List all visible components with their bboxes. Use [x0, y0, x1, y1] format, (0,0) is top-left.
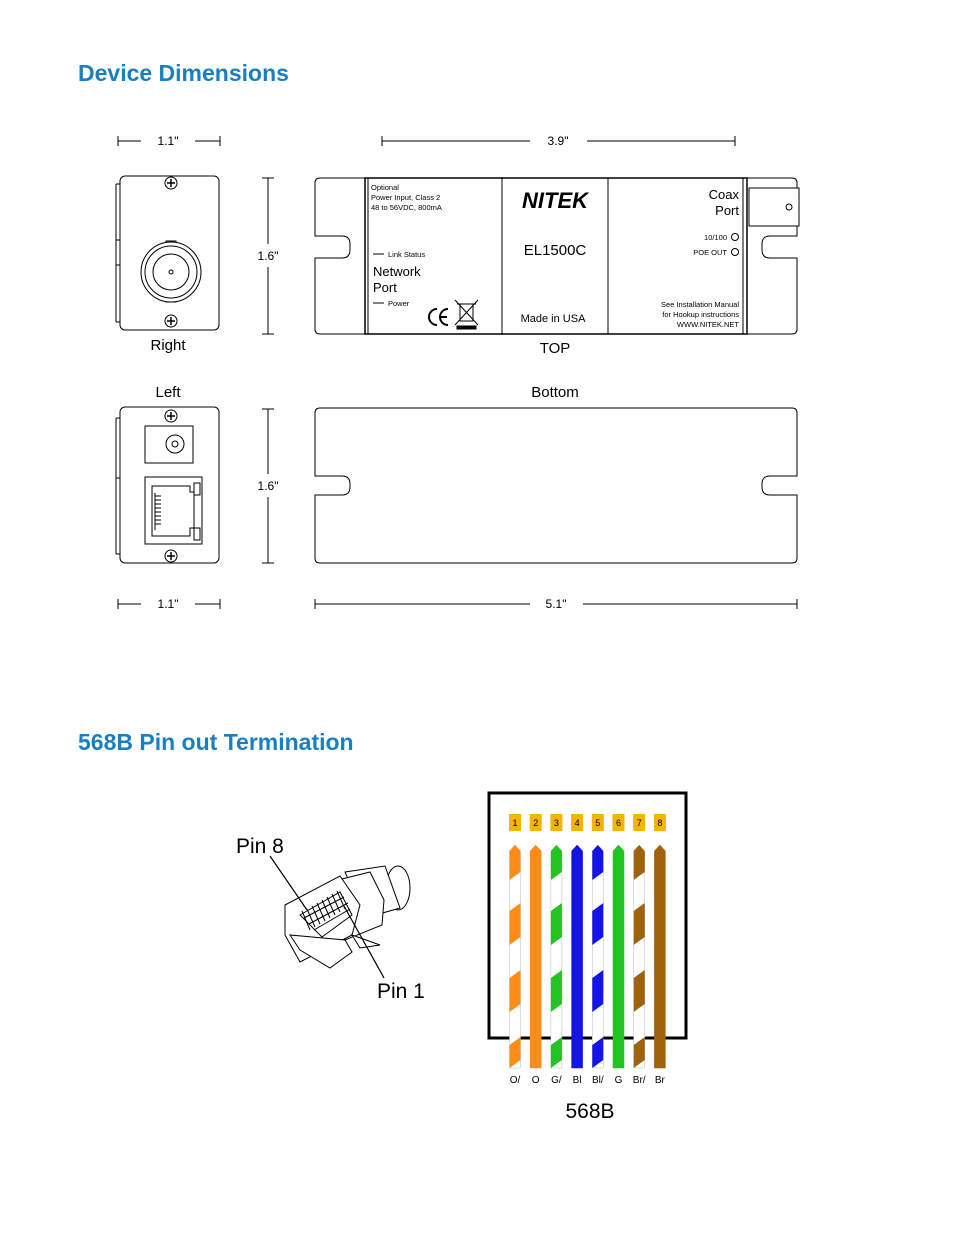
section-title-pinout: 568B Pin out Termination: [78, 729, 354, 755]
brand-logo: NITEK: [522, 188, 588, 213]
wire-8: [654, 845, 665, 1068]
led-poe-out-text: POE OUT: [693, 248, 727, 257]
pin-badge-4: [571, 814, 583, 831]
pin-number: 7: [636, 818, 642, 828]
wire-code-5: Bl/: [591, 1075, 604, 1086]
wire-2: [530, 845, 541, 1068]
manual-text-line1: See Installation Manual: [661, 300, 739, 309]
dim-bottom-length-label: 5.1": [545, 597, 567, 611]
led-10-100-text: 10/100: [704, 233, 727, 242]
wire-4: [572, 845, 583, 1068]
wire-code-8: Br: [654, 1075, 665, 1086]
wire-3: [551, 845, 562, 1068]
dim-left-width-label: 1.1": [157, 597, 179, 611]
link-status-text: Link Status: [388, 250, 426, 259]
wire-code-7: Br/: [632, 1075, 646, 1086]
left-view-label: Left: [155, 384, 181, 401]
wire-7: [634, 845, 645, 1068]
pin1-label: Pin 1: [377, 980, 425, 1003]
dim-top-length-label: 3.9": [547, 134, 569, 148]
dim-right-width-label: 1.1": [157, 134, 179, 148]
coax-port-line1: Coax: [708, 187, 739, 202]
dim-left-height-label: 1.6": [257, 479, 279, 493]
right-view: [116, 176, 219, 330]
pin-number: 1: [512, 818, 518, 828]
network-port-line2: Port: [373, 280, 397, 295]
wire-code-4: Bl: [572, 1075, 582, 1086]
optional-text-line3: 48 to 56VDC, 800mA: [371, 203, 442, 212]
power-text: Power: [388, 299, 410, 308]
pin-number: 2: [533, 818, 539, 828]
model-text: EL1500C: [523, 242, 587, 259]
pin-number: 5: [595, 818, 601, 828]
network-port-line1: Network: [373, 264, 421, 279]
wire-1: [510, 845, 521, 1068]
top-view-label: TOP: [539, 340, 571, 357]
pin-number: 8: [657, 818, 663, 828]
wire-code-6: G: [614, 1075, 623, 1086]
coax-port-line2: Port: [715, 203, 739, 218]
pin-badge-6: [613, 814, 625, 831]
wire-5: [592, 845, 603, 1068]
pin-number: 3: [553, 818, 559, 828]
wire-code-2: O: [531, 1075, 540, 1086]
wiring-color-codes: [510, 1075, 666, 1086]
rj45-connector-illustration: [285, 866, 410, 968]
bottom-view-label: Bottom: [531, 384, 579, 401]
dim-right-height-label: 1.6": [257, 249, 279, 263]
pin-badge-3: [550, 814, 562, 831]
wire-code-1: O/: [509, 1075, 521, 1086]
section-title-device-dimensions: Device Dimensions: [78, 60, 289, 86]
left-view: [116, 407, 219, 563]
bottom-view: [315, 408, 797, 563]
pin-badge-2: [530, 814, 542, 831]
pin-number: 4: [574, 818, 580, 828]
wire-6: [613, 845, 624, 1068]
optional-text-line1: Optional: [371, 183, 399, 192]
pin-badge-5: [592, 814, 604, 831]
right-view-label: Right: [150, 337, 186, 354]
wiring-standard-label: 568B: [565, 1100, 615, 1123]
wire-code-3: G/: [551, 1075, 562, 1086]
manual-text-line3: WWW.NITEK.NET: [676, 320, 739, 329]
pin-badge-7: [633, 814, 645, 831]
manual-text-line2: for Hookup instructions: [662, 310, 739, 319]
pin-badge-1: [509, 814, 521, 831]
pin-number: 6: [615, 818, 622, 828]
optional-text-line2: Power Input, Class 2: [371, 193, 441, 202]
pin-badge-8: [654, 814, 666, 831]
pin8-label: Pin 8: [236, 835, 284, 858]
made-in-text: Made in USA: [520, 313, 586, 325]
